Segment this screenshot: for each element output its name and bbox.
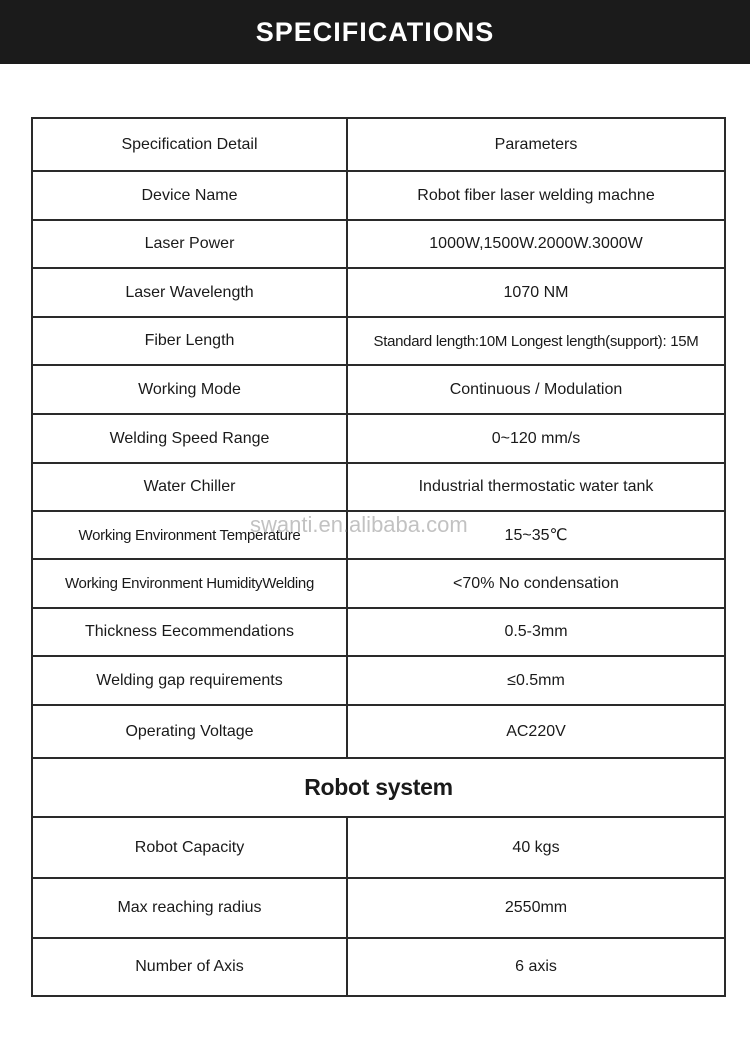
row-value: 15~35℃ <box>347 511 725 559</box>
table-row <box>32 705 725 758</box>
row-value: Industrial thermostatic water tank <box>347 463 725 511</box>
table-row <box>32 511 725 559</box>
row-value: 0.5-3mm <box>347 608 725 656</box>
row-label: Number of Axis <box>32 938 347 996</box>
table-row <box>32 268 725 317</box>
row-label: Robot Capacity <box>32 817 347 878</box>
table-row <box>32 463 725 511</box>
specifications-banner <box>0 0 750 64</box>
row-value: ≤0.5mm <box>347 656 725 705</box>
row-value: 1000W,1500W.2000W.3000W <box>347 220 725 268</box>
table-row <box>32 938 725 996</box>
row-value: 6 axis <box>347 938 725 996</box>
row-label: Welding gap requirements <box>32 656 347 705</box>
table-row <box>32 559 725 608</box>
row-label: Water Chiller <box>32 463 347 511</box>
row-value: 1070 NM <box>347 268 725 317</box>
row-label: Working Environment HumidityWelding <box>32 559 347 608</box>
table-row <box>32 365 725 414</box>
table-row <box>32 878 725 938</box>
row-label: Fiber Length <box>32 317 347 365</box>
row-label: Max reaching radius <box>32 878 347 938</box>
section-title: Robot system <box>32 758 725 817</box>
header-parameters: Parameters <box>347 118 725 171</box>
row-value: 0~120 mm/s <box>347 414 725 463</box>
table-header-row <box>32 118 725 171</box>
row-value: Continuous / Modulation <box>347 365 725 414</box>
table-row <box>32 414 725 463</box>
row-value: 40 kgs <box>347 817 725 878</box>
row-label: Laser Power <box>32 220 347 268</box>
row-label: Operating Voltage <box>32 705 347 758</box>
row-label: Laser Wavelength <box>32 268 347 317</box>
section-header-row <box>32 758 725 817</box>
row-value: 2550mm <box>347 878 725 938</box>
table-row <box>32 317 725 365</box>
row-value: AC220V <box>347 705 725 758</box>
watermark: swanti.en.alibaba.com <box>250 512 468 537</box>
row-label: Thickness Eecommendations <box>32 608 347 656</box>
table-row <box>32 608 725 656</box>
row-label: Device Name <box>32 171 347 220</box>
banner-title: SPECIFICATIONS <box>255 16 495 47</box>
row-value: <70% No condensation <box>347 559 725 608</box>
header-detail: Specification Detail <box>32 118 347 171</box>
specifications-table <box>31 117 726 997</box>
row-value: Standard length:10M Longest length(support): 15M <box>347 317 725 365</box>
table-row <box>32 171 725 220</box>
row-label: Working Mode <box>32 365 347 414</box>
row-label: Working Environment Temperature <box>32 511 347 559</box>
row-label: Welding Speed Range <box>32 414 347 463</box>
table-row <box>32 817 725 878</box>
table-row <box>32 220 725 268</box>
table-row <box>32 656 725 705</box>
row-value: Robot fiber laser welding machne <box>347 171 725 220</box>
